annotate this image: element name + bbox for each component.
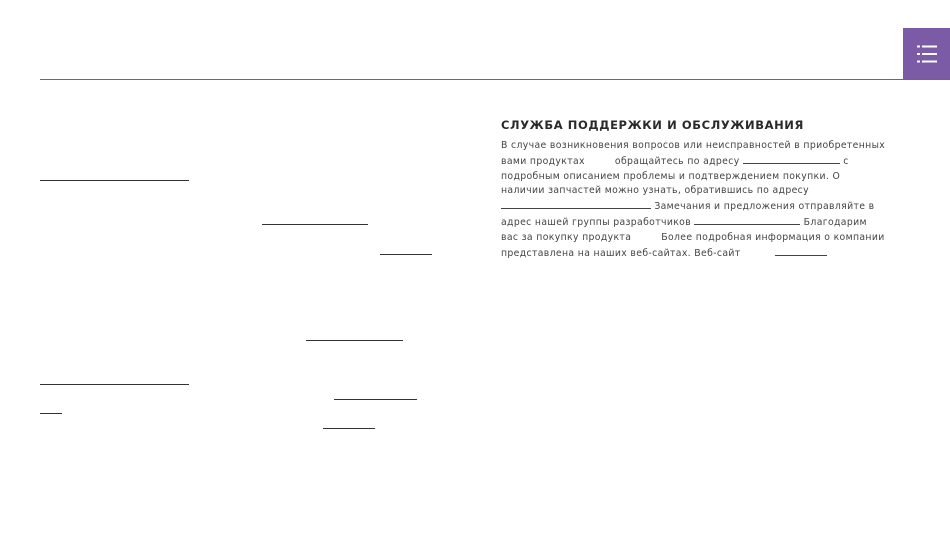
blank-line [40, 413, 62, 414]
blank-line [334, 399, 417, 400]
blank-line [743, 154, 840, 164]
support-text: с подробным описанием проблемы и подтверждением покупки. О наличии запчастей можно узнать, обратившись по адресу [501, 155, 849, 197]
blank-line [380, 254, 432, 255]
blank-line [323, 428, 375, 429]
blank-line [694, 215, 800, 225]
support-text: Более подробная информация о компании представлена на наших веб-сайтах. Веб-сайт [501, 231, 885, 259]
blank-line [501, 199, 651, 209]
blank-line [40, 384, 189, 385]
blank-line [306, 340, 403, 341]
header-divider [40, 79, 950, 80]
support-text: Замечания и предложения отправляйте в адрес нашей группы разработчиков [501, 201, 875, 228]
blank-line [775, 246, 827, 256]
support-text: В случае возникновения вопросов или неисправностей в приобретенных вами продуктах [501, 140, 886, 167]
support-title: СЛУЖБА ПОДДЕРЖКИ И ОБСЛУЖИВАНИЯ [501, 118, 804, 132]
menu-button[interactable] [903, 28, 950, 79]
blank-line [262, 224, 368, 225]
list-menu-icon [917, 44, 937, 64]
support-text: обращайтесь по адресу [614, 155, 740, 167]
blank-line [40, 180, 189, 181]
support-text: Благодарим вас за покупку продукта [501, 216, 867, 243]
support-body [501, 139, 886, 261]
